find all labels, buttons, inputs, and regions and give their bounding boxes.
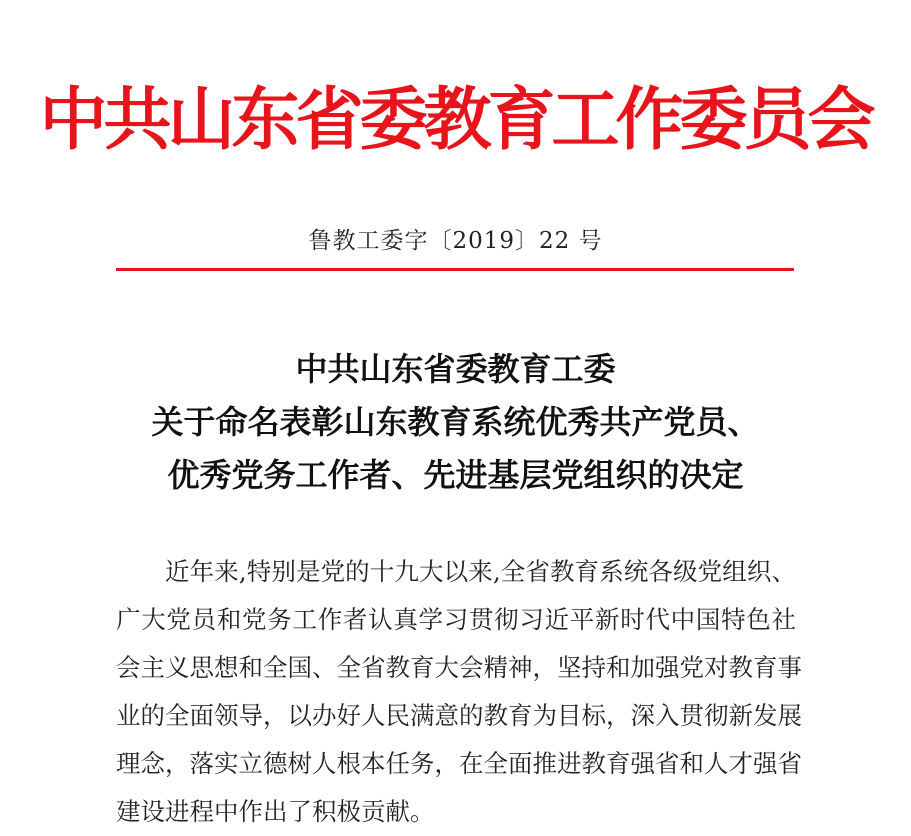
- body-line-6: 建设进程中作出了积极贡献。: [116, 797, 435, 826]
- document-title: [0, 343, 911, 502]
- body-line-1: 近年来,特别是党的十九大以来,全省教育系统各级党组织、: [165, 557, 796, 586]
- title-line-3: 优秀党务工作者、先进基层党组织的决定: [167, 456, 744, 494]
- issuing-organization-header: 中共山东省委教育工作委员会: [39, 80, 872, 160]
- title-line-1: 中共山东省委教育工委: [295, 350, 616, 388]
- body-line-3: 会主义思想和全国、全省教育大会精神，坚持和加强党对教育事: [116, 653, 802, 682]
- title-line-2: 关于命名表彰山东教育系统优秀共产党员、: [151, 403, 760, 441]
- red-divider-line: [116, 268, 794, 271]
- body-paragraph: [116, 548, 802, 836]
- body-line-2: 广大党员和党务工作者认真学习贯彻习近平新时代中国特色社: [116, 605, 796, 634]
- body-line-5: 理念，落实立德树人根本任务，在全面推进教育强省和人才强省: [116, 749, 802, 778]
- body-line-4: 业的全面领导，以办好人民满意的教育为目标，深入贯彻新发展: [116, 701, 802, 730]
- document-number: 鲁教工委字〔2019〕22 号: [308, 228, 603, 254]
